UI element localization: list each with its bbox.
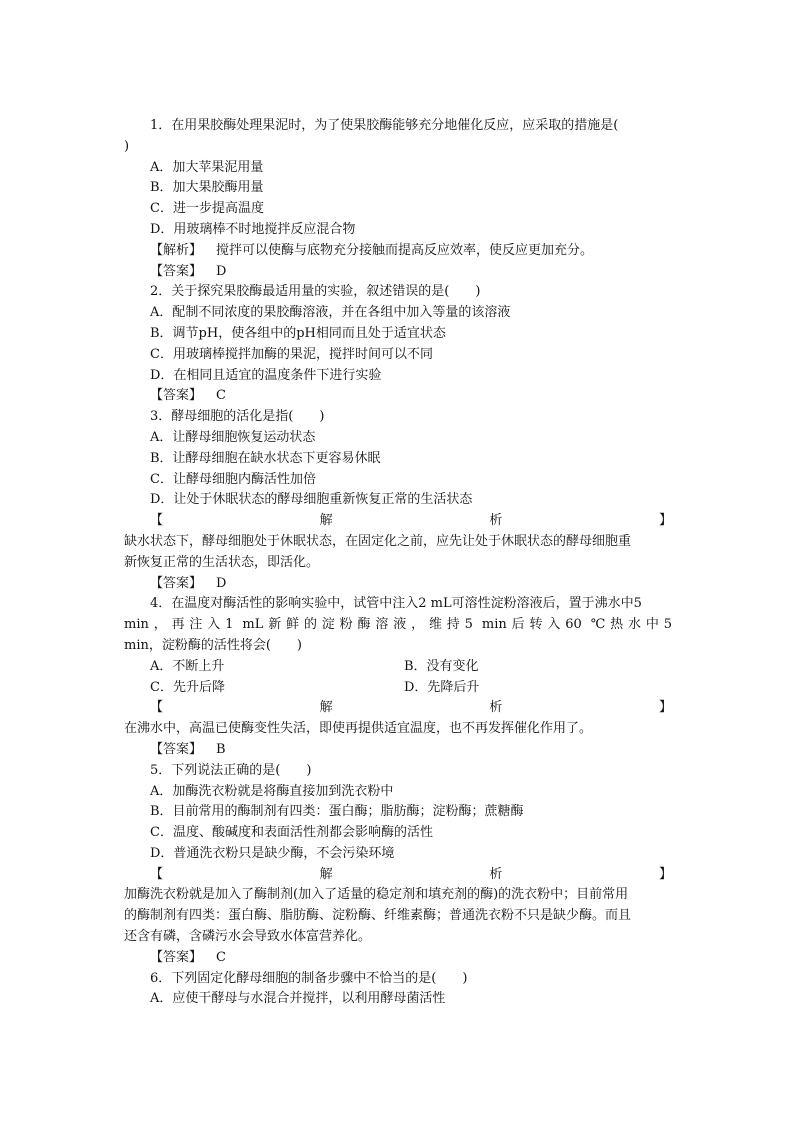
question-stem-continued: )	[124, 138, 130, 154]
answer	[124, 386, 672, 407]
option-d: D．用玻璃棒不时地搅拌反应混合物	[150, 221, 356, 237]
question-list	[124, 116, 672, 1010]
bracket-open: 【	[150, 866, 164, 882]
answer	[124, 574, 672, 595]
option-d: D．让处于休眠状态的酵母细胞重新恢复正常的生活状态	[150, 492, 473, 508]
option-a: A．配制不同浓度的果胶酶溶液，并在各组中加入等量的该溶液	[150, 305, 511, 321]
option-d: D．普通洗衣粉只是缺少酶，不会污染环境	[150, 845, 395, 861]
question-6	[124, 969, 672, 1011]
bracket-close: 】	[658, 700, 672, 716]
option-d: D．在相同且适宜的温度条件下进行实验	[150, 367, 382, 383]
bracket-close: 】	[658, 513, 672, 529]
question-4	[124, 594, 672, 760]
analysis-line-3: 还含有磷，含磷污水会导致水体富营养化。	[124, 929, 372, 945]
option-b: B．调节pH，使各组中的pH相同而且处于适宜状态	[150, 325, 446, 341]
question-stem-line-3: min，淀粉酶的活性将会( )	[124, 637, 303, 653]
answer-value: C	[216, 388, 226, 404]
answer-label: 【答案】	[150, 741, 203, 757]
question-stem: 6．下列固定化酵母细胞的制备步骤中不恰当的是( )	[150, 970, 468, 986]
option-a: A．加酶洗衣粉就是将酶直接加到洗衣粉中	[150, 783, 394, 799]
option-c: C．让酵母细胞内酶活性加倍	[150, 471, 316, 487]
question-stem-line-2: min，再注入1 mL新鲜的淀粉酶溶液，维持5 min后转入60 ℃热水中5	[124, 617, 672, 633]
analysis-char-1: 解	[319, 513, 333, 529]
answer-value: D	[216, 263, 227, 279]
analysis-line-1: 加酶洗衣粉就是加入了酶制剂(加入了适量的稳定剂和填充剂的酶)的洗衣粉中；目前常用	[124, 887, 629, 903]
options-row-1	[124, 657, 672, 678]
option-d: D．先降后升	[404, 679, 480, 695]
option-a: A．让酵母细胞恢复运动状态	[150, 429, 316, 445]
option-b: B．让酵母细胞在缺水状态下更容易休眠	[150, 450, 381, 466]
options-row-2	[124, 678, 672, 699]
analysis	[124, 241, 672, 262]
question-stem-line-1: 4．在温度对酶活性的影响实验中，试管中注入2 mL可溶性淀粉溶液后，置于沸水中5	[150, 596, 642, 612]
analysis-line-2: 新恢复正常的生活状态，即活化。	[124, 554, 320, 570]
bracket-close: 】	[658, 866, 672, 882]
bracket-open: 【	[150, 700, 164, 716]
answer-value: D	[216, 575, 227, 591]
option-a: A．不断上升	[150, 658, 225, 674]
option-a: A．应使干酵母与水混合并搅拌，以利用酵母菌活性	[150, 991, 446, 1007]
option-c: C．用玻璃棒搅拌加酶的果泥，搅拌时间可以不同	[150, 346, 433, 362]
question-1	[124, 116, 672, 282]
analysis-line-2: 的酶制剂有四类：蛋白酶、脂肪酶、淀粉酶、纤维素酶；普通洗衣粉不只是缺少酶。而且	[124, 908, 632, 924]
analysis-heading	[124, 511, 672, 532]
question-3	[124, 407, 672, 594]
question-stem: 1．在用果胶酶处理果泥时，为了使果胶酶能够充分地催化反应，应采取的措施是(	[150, 118, 619, 133]
analysis-char-2: 析	[489, 866, 503, 882]
option-c: C．进一步提高温度	[150, 201, 264, 217]
answer	[124, 948, 672, 969]
answer-value: C	[216, 949, 226, 965]
option-b: B．加大果胶酶用量	[150, 180, 264, 196]
analysis-line-1: 缺水状态下，酵母细胞处于休眠状态，在固定化之前，应先让处于休眠状态的酵母细胞重	[124, 533, 632, 549]
question-2	[124, 282, 672, 407]
question-stem: 3．酵母细胞的活化是指( )	[150, 409, 325, 425]
analysis-heading	[124, 698, 672, 719]
answer-label: 【答案】	[150, 949, 203, 965]
answer-label: 【答案】	[150, 575, 203, 591]
option-b: B．目前常用的酶制剂有四类：蛋白酶；脂肪酶；淀粉酶；蔗糖酶	[150, 804, 524, 820]
analysis-char-1: 解	[319, 700, 333, 716]
analysis-heading	[124, 865, 672, 886]
answer-label: 【答案】	[150, 388, 203, 404]
analysis-char-2: 析	[489, 700, 503, 716]
analysis-text: 搅拌可以使酶与底物充分接触而提高反应效率，使反应更加充分。	[216, 242, 594, 258]
option-c: C．温度、酸碱度和表面活性剂都会影响酶的活性	[150, 825, 433, 841]
answer	[124, 262, 672, 283]
question-5	[124, 761, 672, 969]
option-c: C．先升后降	[150, 679, 225, 695]
analysis-line-1: 在沸水中，高温已使酶变性失活，即使再提供适宜温度，也不再发挥催化作用了。	[124, 721, 593, 737]
analysis-char-1: 解	[319, 866, 333, 882]
analysis-label: 【解析】	[150, 242, 203, 258]
option-b: B．没有变化	[404, 658, 479, 674]
question-stem: 2．关于探究果胶酶最适用量的实验，叙述错误的是( )	[150, 284, 481, 300]
answer-label: 【答案】	[150, 263, 203, 279]
option-a: A．加大苹果泥用量	[150, 159, 264, 175]
bracket-open: 【	[150, 513, 164, 529]
analysis-char-2: 析	[489, 513, 503, 529]
answer	[124, 740, 672, 761]
answer-value: B	[216, 741, 226, 757]
question-stem: 5．下列说法正确的是( )	[150, 762, 312, 778]
